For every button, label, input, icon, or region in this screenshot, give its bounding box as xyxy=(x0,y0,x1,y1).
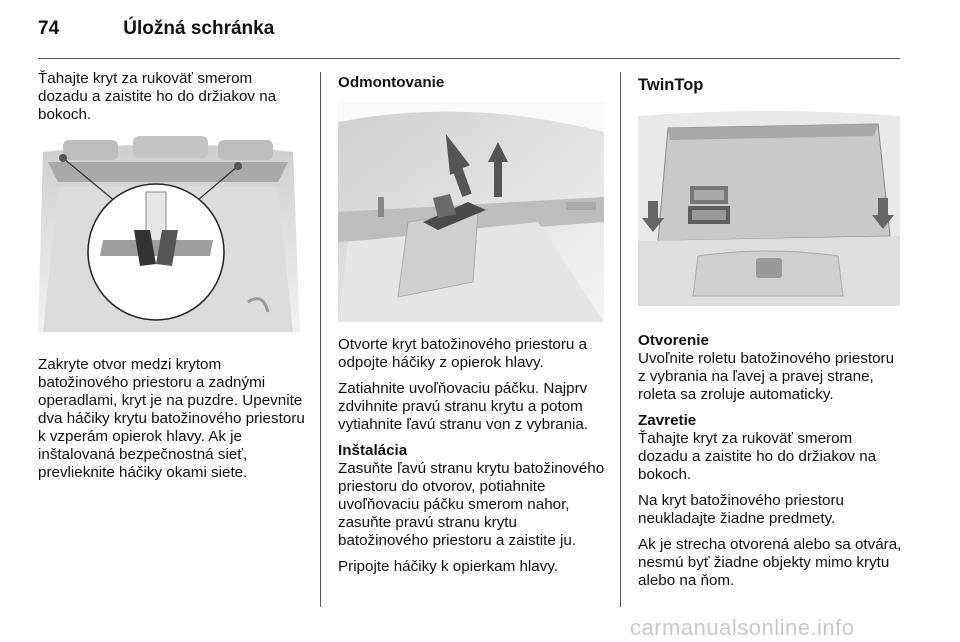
removal-illustration xyxy=(338,102,604,322)
col3-paragraph-3: Na kryt batožinového priestoru neukladajte žiadne predmety. xyxy=(638,492,844,527)
column-divider-2 xyxy=(620,72,621,607)
col3-paragraph-4: Ak je strecha otvorená alebo sa otvára, nesmú byť žiadne objekty mimo krytu alebo na ňom. xyxy=(638,536,902,589)
col1-paragraph-1: Ťahajte kryt za rukoväť smerom dozadu a zaistite ho do držiakov na bokoch. xyxy=(38,70,277,123)
heading-open: Otvorenie xyxy=(638,332,709,349)
col3-paragraph-2: Ťahajte kryt za rukoväť smerom dozadu a zaistite ho do držiakov na bokoch. xyxy=(638,430,877,483)
page-title: Úložná schránka xyxy=(123,18,275,39)
column-2 xyxy=(338,70,606,584)
col2-paragraph-4: Pripojte háčiky k opierkam hlavy. xyxy=(338,558,559,575)
heading-twintop: TwinTop xyxy=(638,76,704,94)
watermark: carmanualsonline.info xyxy=(630,615,855,640)
col2-paragraph-3: Zasuňte ľavú stranu krytu batožinového priestoru do otvorov, potiahnite uvoľňovaciu páčku smerom nahor, zasuňte pravú stranu krytu batožinového priestoru a zaistite ju. xyxy=(338,460,605,549)
column-1 xyxy=(38,70,306,490)
header-rule xyxy=(38,58,900,59)
page-number: 74 xyxy=(38,18,60,39)
twintop-illustration xyxy=(638,106,900,316)
col1-paragraph-2: Zakryte otvor medzi krytom batožinového priestoru a zadnými operadlami, kryt je na puzdre. Upevnite dva háčiky krytu batožinového priestoru k vzperám opierok hlavy. Ak je inštalovaná bezpečnostná sieť, prevlieknite háčiky okami siete. xyxy=(38,356,305,481)
col3-paragraph-1: Uvoľnite roletu batožinového priestoru z vybrania na ľavej a pravej strane, roleta sa zroluje automaticky. xyxy=(638,350,895,403)
heading-close: Zavretie xyxy=(638,412,697,429)
column-3 xyxy=(638,70,904,598)
cover-hooks-illustration xyxy=(38,132,300,344)
col2-paragraph-2: Zatiahnite uvoľňovaciu páčku. Najprv zdvihnite pravú stranu krytu a potom vytiahnite ľavú stranu von z vybrania. xyxy=(338,380,589,433)
page-header xyxy=(38,18,274,40)
heading-remove: Odmontovanie xyxy=(338,74,445,91)
col2-paragraph-1: Otvorte kryt batožinového priestoru a odpojte háčiky z opierok hlavy. xyxy=(338,336,588,371)
column-divider-1 xyxy=(320,72,321,607)
heading-install: Inštalácia xyxy=(338,442,408,459)
